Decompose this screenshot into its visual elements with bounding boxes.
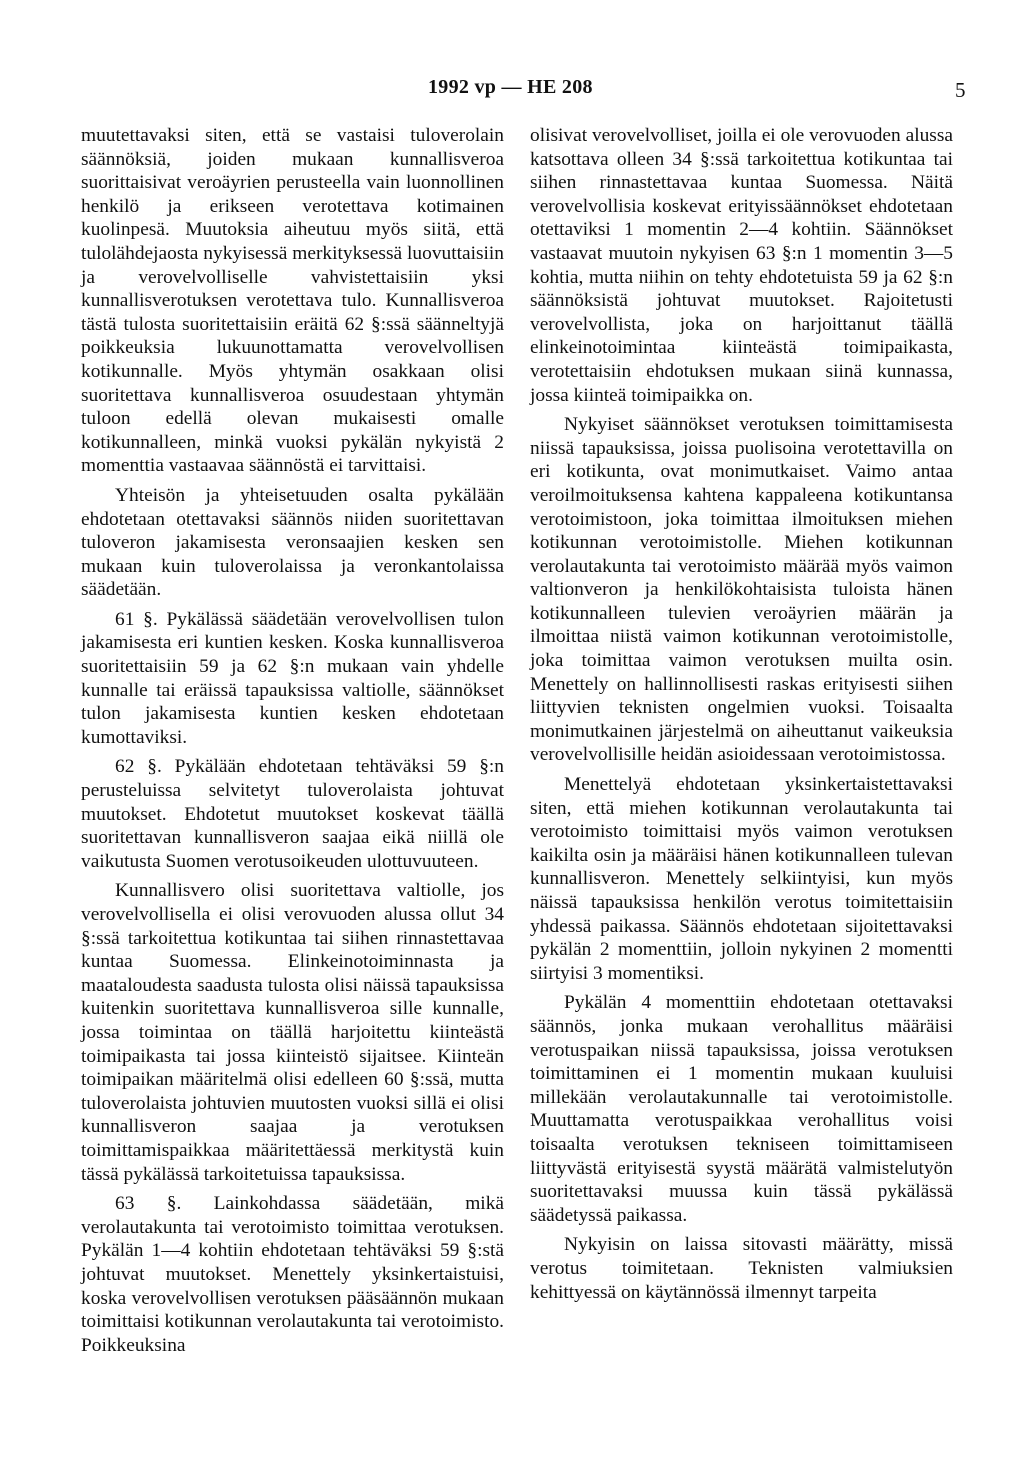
paragraph: 63 §. Lainkohdassa säädetään, mikä verolautakunta tai verotoimisto toimittaa verotuksen. Pykälän 1—4 kohtiin ehdotetaan tehtäväksi 59 §:stä johtuvat muutokset. Menettely yksinkertaistuisi, koska verovelvollisen verotuksen pääsäännön mukaan toimittaisi kotikunnan verolautakunta tai verotoimisto. Poikkeuksina [81, 1193, 504, 1356]
page-number: 5 [955, 78, 966, 102]
paragraph: muutettavaksi siten, että se vastaisi tuloverolain säännöksiä, joiden mukaan kunnallisveroa suorittaisivat veroäyrien perusteella vain luonnollinen henkilö ja erikseen verotettava kotimainen kuolinpesä. Muutoksia aiheutuu myös siitä, että tulolähdejaosta nykyisessä merkityksessä luovuttaisiin ja verovelvolliselle vahvistettaisiin yksi kunnallisverotuksen verotettava tulo. Kunnallisveroa tästä tulosta suoritettaisiin eräitä 62 §:ssä säänneltyjä poikkeuksia lukuunottamatta verovelvollisen kotikunnalle. Myös yhtymän osakkaan olisi suoritettava kunnallisveroa osuudestaan yhtymän tuloon edellä olevan mukaisesti omalle kotikunnalleen, minkä vuoksi pykälän nykyistä 2 momenttia vastaavaa säännöstä ei tarvittaisi. [81, 125, 504, 477]
page-header [0, 76, 1024, 106]
paragraph: 61 §. Pykälässä säädetään verovelvollisen tulon jakamisesta eri kuntien kesken. Koska kunnallisveroa suoritettaisiin 59 ja 62 §:n mukaan vain yhdelle kunnalle tai eräissä tapauksissa valtiolle, säännökset tulon jakamisesta kuntien kesken ehdotetaan kumottaviksi. [81, 608, 504, 748]
paragraph: 62 §. Pykälään ehdotetaan tehtäväksi 59 §:n perusteluissa selvitetyt tuloverolaista johtuvat muutokset. Ehdotetut muutokset koskevat täällä suoritettavan kunnallisveron saajaa eikä niillä ole vaikutusta Suomen verotusoikeuden ulottuvuuteen. [81, 756, 504, 872]
paragraph: Kunnallisvero olisi suoritettava valtiolle, jos verovelvollisella ei olisi verovuoden alussa ollut 34 §:ssä tarkoitettua kotikuntaa tai siihen rinnastettavaa kuntaa Suomessa. Elinkeinotoiminnasta ja maataloudesta saadusta tulosta olisi näissä tapauksissa kuitenkin suoritettava kunnallisveroa sille kunnalle, jossa toimintaa on täällä harjoitettu kiinteästä toimipaikasta tai jossa kiinteistö sijaitsee. Kiinteän toimipaikan määritelmä olisi edelleen 60 §:ssä, mutta tuloverolaista johtuvien muutosten vuoksi sillä ei olisi kunnallisveron saajaa ja verotuksen toimittamispaikkaa määritettäessä merkitystä kuin tässä pykälässä tarkoitetuissa tapauksissa. [81, 880, 504, 1185]
paragraph: Nykyisin on laissa sitovasti määrätty, missä verotus toimitetaan. Teknisten valmiuksien kehittyessä on käytännössä ilmennyt tarpeita [530, 1234, 953, 1303]
right-column [530, 124, 953, 1310]
paragraph: Menettelyä ehdotetaan yksinkertaistettavaksi siten, että miehen kotikunnan verolautakunta tai verotoimisto toimittaisi myös vaimon verotuksen kaikilta osin ja määräisi hänen kotikunnalleen tulevan kunnallisveron. Menettely selkiintyisi, kun myös näissä tapauksissa henkilön verotus toimitettaisiin yhdessä paikassa. Säännös ehdotetaan sijoitettavaksi pykälän 2 momenttiin, jolloin nykyinen 2 momentti siirtyisi 3 momentiksi. [530, 774, 953, 984]
left-column [81, 124, 504, 1363]
paragraph: Yhteisön ja yhteisetuuden osalta pykälään ehdotetaan otettavaksi säännös niiden suoritettavan tuloveron jakamisesta veronsaajien kesken sen mukaan kuin tuloverolaissa ja veronkantolaissa säädetään. [81, 484, 504, 601]
paragraph: Nykyiset säännökset verotuksen toimittamisesta niissä tapauksissa, joissa puolisoina verotettavilla on eri kotikunta, ovat monimutkaiset. Vaimo antaa veroilmoituksensa kahtena kappaleena kotikuntansa verotoimistoon, joka toimittaa ilmoituksen miehen kotikunnan verotoimistolle. Miehen kotikunnan verolautakunta tai verotoimisto määrää myös vaimon valtionveron ja henkilökohtaisista tuloista hänen kotikunnalleen tulevien veroäyrien määrän ja ilmoittaa niistä vaimon kotikunnan verotoimistolle, joka toimittaa vaimon verotuksen muilta osin. Menettely on hallinnollisesti raskas erityisesti siihen liittyvien teknisten ongelmien vuoksi. Toisaalta monimutkainen järjestelmä on aiheuttanut vaikeuksia verovelvollisille heidän asioidessaan verotoimistossa. [530, 414, 953, 766]
paragraph: olisivat verovelvolliset, joilla ei ole verovuoden alussa katsottava olleen 34 §:ssä tarkoitettua kotikuntaa tai siihen rinnastettavaa kuntaa Suomessa. Näitä verovelvollisia koskevat erityissäännökset ehdotetaan otettaviksi 1 momentin 2—4 kohtiin. Säännökset vastaavat muutoin nykyisen 63 §:n 1 momentin 3—5 kohtia, mutta niihin on tehty ehdotetuista 59 ja 62 §:n säännöksistä johtuvat muutokset. Rajoitetusti verovelvollista, joka on harjoittanut täällä elinkeinotoimintaa kiinteästä toimipaikasta, verotettaisiin ehdotuksen mukaan siinä kunnassa, jossa kiinteä toimipaikka on. [530, 125, 953, 406]
header-title: 1992 vp — HE 208 [428, 76, 593, 98]
paragraph: Pykälän 4 momenttiin ehdotetaan otettavaksi säännös, jonka mukaan verohallitus määräisi verotuspaikan niissä tapauksissa, joissa verotuksen toimittaminen ei 1 momentin mukaan kuuluisi millekään verolautakunnalle tai verotoimistolle. Muuttamatta verotuspaikkaa verohallitus voisi toisaalta verotuksen tekniseen toimittamiseen liittyvästä erityisestä syystä määrätä valmistelutyön suoritettavaksi muussa kuin tässä pykälässä säädetyssä paikassa. [530, 992, 953, 1226]
